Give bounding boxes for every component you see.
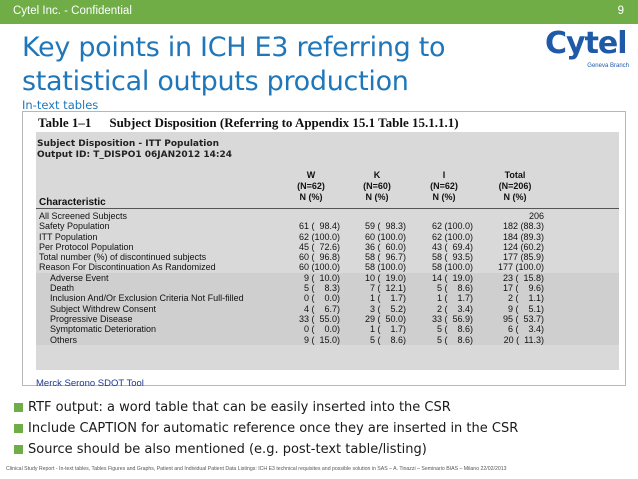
- table-source-label: Merck Serono SDOT Tool: [36, 378, 144, 389]
- row-cell: 5 ( 8.6): [436, 334, 473, 345]
- row-cell: 7 ( 12.1): [369, 283, 406, 294]
- table-row: [36, 242, 619, 252]
- row-cell: 29 ( 50.0): [364, 313, 406, 324]
- column-header-w-unit: N (%): [299, 192, 323, 202]
- row-cell: 9 ( 10.0): [303, 272, 340, 283]
- column-header-i-unit: N (%): [432, 192, 456, 202]
- table-row: [36, 252, 619, 262]
- row-cell: 206: [528, 211, 544, 221]
- row-label: Others: [50, 334, 78, 345]
- row-cell: 2 ( 3.4): [436, 303, 473, 314]
- logo-wordmark: Cytel: [545, 26, 627, 61]
- table-caption-text: Subject Disposition (Referring to Appendix 15.1 Table 15.1.1.1): [109, 115, 459, 130]
- row-cell: 9 ( 5.1): [507, 303, 544, 314]
- column-header-k-name: K: [373, 170, 381, 180]
- row-cell: 5 ( 8.6): [436, 283, 473, 294]
- confidential-label: Cytel Inc. - Confidential: [13, 5, 132, 17]
- row-cell: 58 ( 96.7): [364, 252, 406, 263]
- row-label: Total number (%) of discontinued subjects: [39, 252, 207, 263]
- row-cell: 1 ( 1.7): [369, 324, 406, 335]
- row-label: All Screened Subjects: [39, 211, 128, 221]
- column-header-i: [411, 170, 477, 203]
- slide-title-line-1: Key points in ICH E3 referring to: [22, 32, 446, 63]
- row-cell: 5 ( 8.6): [369, 334, 406, 345]
- row-cell: 62 (100.0): [298, 231, 340, 242]
- characteristic-header: Characteristic: [39, 197, 106, 208]
- row-label: ITT Population: [39, 231, 98, 242]
- bullet-square-icon: [14, 403, 23, 412]
- slide-title-line-2: statistical outputs production: [22, 66, 409, 97]
- row-cell: 6 ( 3.4): [507, 324, 544, 335]
- table-row: [36, 314, 619, 324]
- row-cell: 61 ( 98.4): [298, 221, 340, 232]
- row-cell: 43 ( 69.4): [431, 241, 473, 252]
- column-header-i-name: I: [442, 170, 446, 180]
- row-cell: 2 ( 1.1): [507, 293, 544, 304]
- row-cell: 0 ( 0.0): [303, 293, 340, 304]
- row-cell: 177 (100.0): [497, 262, 544, 273]
- column-header-k: [344, 170, 410, 203]
- column-header-w-n: (N=62): [297, 181, 325, 191]
- slide-footer: Clinical Study Report - In-text tables, Tables Figures and Graphs, Patient and Individual Patient Data Listings: ICH E3 technical requisites and possible solution in SAS – A. Tinazzi – Seminario BIAS – Milano 22/02/2013: [6, 466, 507, 472]
- row-label: Adverse Event: [50, 272, 109, 283]
- bullet-text: RTF output: a word table that can be easily inserted into the CSR: [28, 400, 451, 415]
- column-header-w: [278, 170, 344, 203]
- table-body: [36, 211, 619, 345]
- row-cell: 177 (85.9): [502, 252, 544, 263]
- row-label: Death: [50, 283, 75, 294]
- row-cell: 14 ( 19.0): [431, 272, 473, 283]
- table-caption-number: Table 1–1: [38, 115, 92, 130]
- row-cell: 17 ( 9.6): [502, 283, 544, 294]
- row-cell: 182 (88.3): [502, 221, 544, 232]
- row-cell: 23 ( 15.8): [502, 272, 544, 283]
- row-cell: 60 (100.0): [364, 231, 406, 242]
- table-document: [36, 132, 619, 370]
- table-output-id: Output ID: T_DISPO1 06JAN2012 14:24: [37, 150, 232, 160]
- table-row: [36, 283, 619, 293]
- row-cell: 62 (100.0): [431, 231, 473, 242]
- row-cell: 4 ( 6.7): [303, 303, 340, 314]
- row-label: Reason For Discontinuation As Randomized: [39, 262, 216, 273]
- row-cell: 62 (100.0): [431, 221, 473, 232]
- table-row: [36, 262, 619, 272]
- bullet-text: Source should be also mentioned (e.g. post-text table/listing): [28, 442, 427, 457]
- row-cell: 124 (60.2): [502, 241, 544, 252]
- table-header: [36, 166, 619, 210]
- bullet-square-icon: [14, 424, 23, 433]
- row-cell: 60 (100.0): [298, 262, 340, 273]
- row-cell: 95 ( 53.7): [502, 313, 544, 324]
- column-header-k-unit: N (%): [365, 192, 389, 202]
- row-cell: 45 ( 72.6): [298, 241, 340, 252]
- row-label: Safety Population: [39, 221, 110, 232]
- row-cell: 59 ( 98.3): [364, 221, 406, 232]
- table-row: [36, 324, 619, 334]
- row-cell: 33 ( 56.9): [431, 313, 473, 324]
- column-header-total-unit: N (%): [503, 192, 527, 202]
- bullet-text: Include CAPTION for automatic reference once they are inserted in the CSR: [28, 421, 519, 436]
- row-cell: 3 ( 5.2): [369, 303, 406, 314]
- row-label: Per Protocol Population: [39, 241, 134, 252]
- row-cell: 20 ( 11.3): [503, 334, 544, 345]
- logo-branch: Geneva Branch: [587, 63, 629, 69]
- row-cell: 1 ( 1.7): [369, 293, 406, 304]
- row-cell: 33 ( 55.0): [298, 313, 340, 324]
- table-row: [36, 304, 619, 314]
- row-cell: 10 ( 19.0): [364, 272, 406, 283]
- row-label: Progressive Disease: [50, 313, 133, 324]
- row-cell: 5 ( 8.3): [303, 283, 340, 294]
- bullet-square-icon: [14, 445, 23, 454]
- row-cell: 1 ( 1.7): [436, 293, 473, 304]
- slide-title: [22, 31, 542, 99]
- row-cell: 0 ( 0.0): [303, 324, 340, 335]
- row-label: Symptomatic Deterioration: [50, 324, 157, 335]
- page-number: 9: [617, 5, 624, 17]
- cytel-logo: [545, 26, 631, 74]
- column-header-total: [482, 170, 548, 203]
- column-header-w-name: W: [306, 170, 316, 180]
- row-cell: 184 (89.3): [502, 231, 544, 242]
- row-cell: 60 ( 96.8): [298, 252, 340, 263]
- top-bar: [0, 0, 638, 24]
- slide-subtitle: In-text tables: [22, 98, 99, 112]
- column-header-total-n: (N=206): [498, 181, 532, 191]
- row-cell: 9 ( 15.0): [303, 334, 340, 345]
- row-label: Inclusion And/Or Exclusion Criteria Not Full-filled: [50, 293, 244, 304]
- table-row: [36, 211, 619, 221]
- table-caption: [38, 115, 459, 131]
- row-cell: 36 ( 60.0): [364, 241, 406, 252]
- column-header-total-name: Total: [504, 170, 526, 180]
- row-cell: 58 (100.0): [431, 262, 473, 273]
- table-row: [36, 293, 619, 303]
- table-row: [36, 335, 619, 345]
- header-rule: [36, 208, 619, 209]
- table-row: [36, 273, 619, 283]
- table-row: [36, 232, 619, 242]
- table-population-block: [37, 139, 232, 161]
- row-cell: 58 (100.0): [364, 262, 406, 273]
- row-cell: 5 ( 8.6): [436, 324, 473, 335]
- column-header-k-n: (N=60): [363, 181, 391, 191]
- row-cell: 58 ( 93.5): [431, 252, 473, 263]
- table-row: [36, 221, 619, 231]
- table-population: Subject Disposition - ITT Population: [37, 139, 219, 149]
- row-label: Subject Withdrew Consent: [50, 303, 157, 314]
- column-header-i-n: (N=62): [430, 181, 458, 191]
